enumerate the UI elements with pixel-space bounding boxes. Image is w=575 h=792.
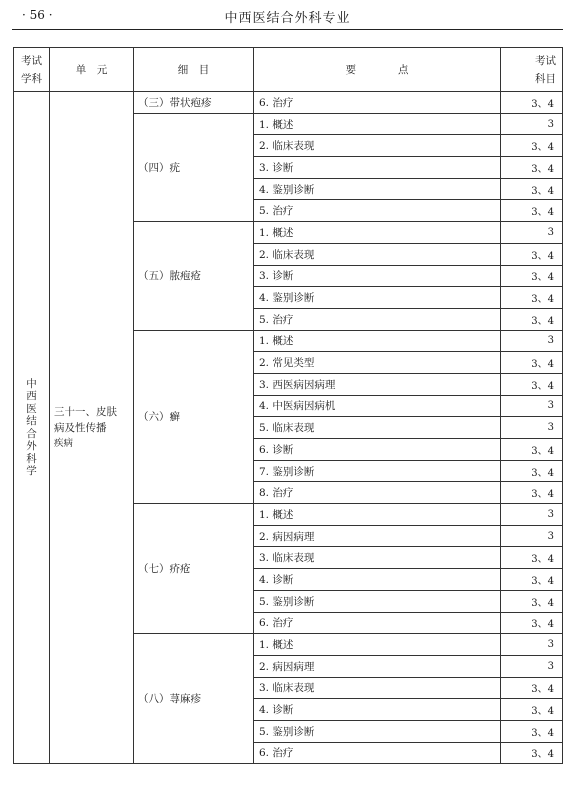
item-cell: （六）癣	[134, 330, 254, 504]
table-header-row	[14, 48, 563, 92]
subject-cell: 中西医结合外科学	[14, 92, 50, 764]
code-cell: 3、4	[501, 243, 563, 265]
page-header-title: 中西医结合外科专业	[224, 11, 351, 26]
unit-text-line: 病及性传播	[54, 421, 107, 434]
code-cell: 3、4	[501, 200, 563, 222]
unit-cell	[50, 92, 134, 764]
code-cell: 3、4	[501, 742, 563, 764]
code-cell: 3、4	[501, 590, 563, 612]
code-cell: 3、4	[501, 547, 563, 569]
code-cell: 3、4	[501, 720, 563, 742]
point-cell: 7. 鉴别诊断	[254, 460, 501, 482]
col-header-unit: 单 元	[50, 48, 134, 92]
point-cell: 6. 诊断	[254, 439, 501, 461]
point-cell: 5. 治疗	[254, 308, 501, 330]
point-cell: 2. 临床表现	[254, 135, 501, 157]
point-cell: 6. 治疗	[254, 742, 501, 764]
col-header-point: 要 点	[254, 48, 501, 92]
code-cell: 3、4	[501, 612, 563, 634]
point-cell: 3. 临床表现	[254, 547, 501, 569]
item-cell: （五）脓疱疮	[134, 222, 254, 330]
code-cell: 3	[501, 655, 563, 677]
point-cell: 2. 临床表现	[254, 243, 501, 265]
code-cell: 3、4	[501, 569, 563, 591]
code-cell: 3	[501, 113, 563, 135]
point-cell: 2. 常见类型	[254, 352, 501, 374]
code-cell: 3、4	[501, 677, 563, 699]
code-cell: 3、4	[501, 352, 563, 374]
point-cell: 3. 临床表现	[254, 677, 501, 699]
code-cell: 3、4	[501, 373, 563, 395]
syllabus-table	[13, 47, 563, 764]
point-cell: 6. 治疗	[254, 612, 501, 634]
point-cell: 4. 鉴别诊断	[254, 287, 501, 309]
table-row	[14, 92, 563, 114]
code-cell: 3	[501, 504, 563, 526]
code-cell: 3、4	[501, 308, 563, 330]
code-cell: 3、4	[501, 265, 563, 287]
point-cell: 5. 鉴别诊断	[254, 720, 501, 742]
point-cell: 3. 诊断	[254, 157, 501, 179]
unit-text-line: 疾病	[54, 437, 74, 449]
code-cell: 3、4	[501, 439, 563, 461]
point-cell: 2. 病因病理	[254, 525, 501, 547]
code-cell: 3、4	[501, 699, 563, 721]
point-cell: 5. 鉴别诊断	[254, 590, 501, 612]
unit-text-line: 三十一、皮肤	[54, 405, 117, 418]
header-rule	[12, 29, 563, 30]
col-header-code: 考试 科目	[501, 48, 563, 92]
code-cell: 3、4	[501, 460, 563, 482]
code-cell: 3、4	[501, 287, 563, 309]
item-cell: （三）带状疱疹	[134, 92, 254, 114]
col-header-item: 细 目	[134, 48, 254, 92]
col-header-subject: 考试 学科	[14, 48, 50, 92]
page-number: · 56 ·	[22, 8, 53, 22]
item-cell: （八）荨麻疹	[134, 634, 254, 764]
point-cell: 4. 诊断	[254, 569, 501, 591]
code-cell: 3、4	[501, 135, 563, 157]
point-cell: 5. 临床表现	[254, 417, 501, 439]
point-cell: 8. 治疗	[254, 482, 501, 504]
point-cell: 6. 治疗	[254, 92, 501, 114]
point-cell: 2. 病因病理	[254, 655, 501, 677]
code-cell: 3、4	[501, 178, 563, 200]
point-cell: 3. 西医病因病理	[254, 373, 501, 395]
code-cell: 3、4	[501, 157, 563, 179]
code-cell: 3	[501, 417, 563, 439]
item-cell: （四）疣	[134, 113, 254, 221]
point-cell: 1. 概述	[254, 330, 501, 352]
code-cell: 3	[501, 395, 563, 417]
code-cell: 3、4	[501, 92, 563, 114]
point-cell: 4. 中医病因病机	[254, 395, 501, 417]
point-cell: 1. 概述	[254, 113, 501, 135]
code-cell: 3	[501, 525, 563, 547]
point-cell: 4. 诊断	[254, 699, 501, 721]
point-cell: 4. 鉴别诊断	[254, 178, 501, 200]
code-cell: 3	[501, 330, 563, 352]
item-cell: （七）疥疮	[134, 504, 254, 634]
table-body	[14, 92, 563, 764]
code-cell: 3	[501, 222, 563, 244]
point-cell: 1. 概述	[254, 222, 501, 244]
point-cell: 1. 概述	[254, 504, 501, 526]
point-cell: 1. 概述	[254, 634, 501, 656]
code-cell: 3	[501, 634, 563, 656]
point-cell: 5. 治疗	[254, 200, 501, 222]
point-cell: 3. 诊断	[254, 265, 501, 287]
code-cell: 3、4	[501, 482, 563, 504]
